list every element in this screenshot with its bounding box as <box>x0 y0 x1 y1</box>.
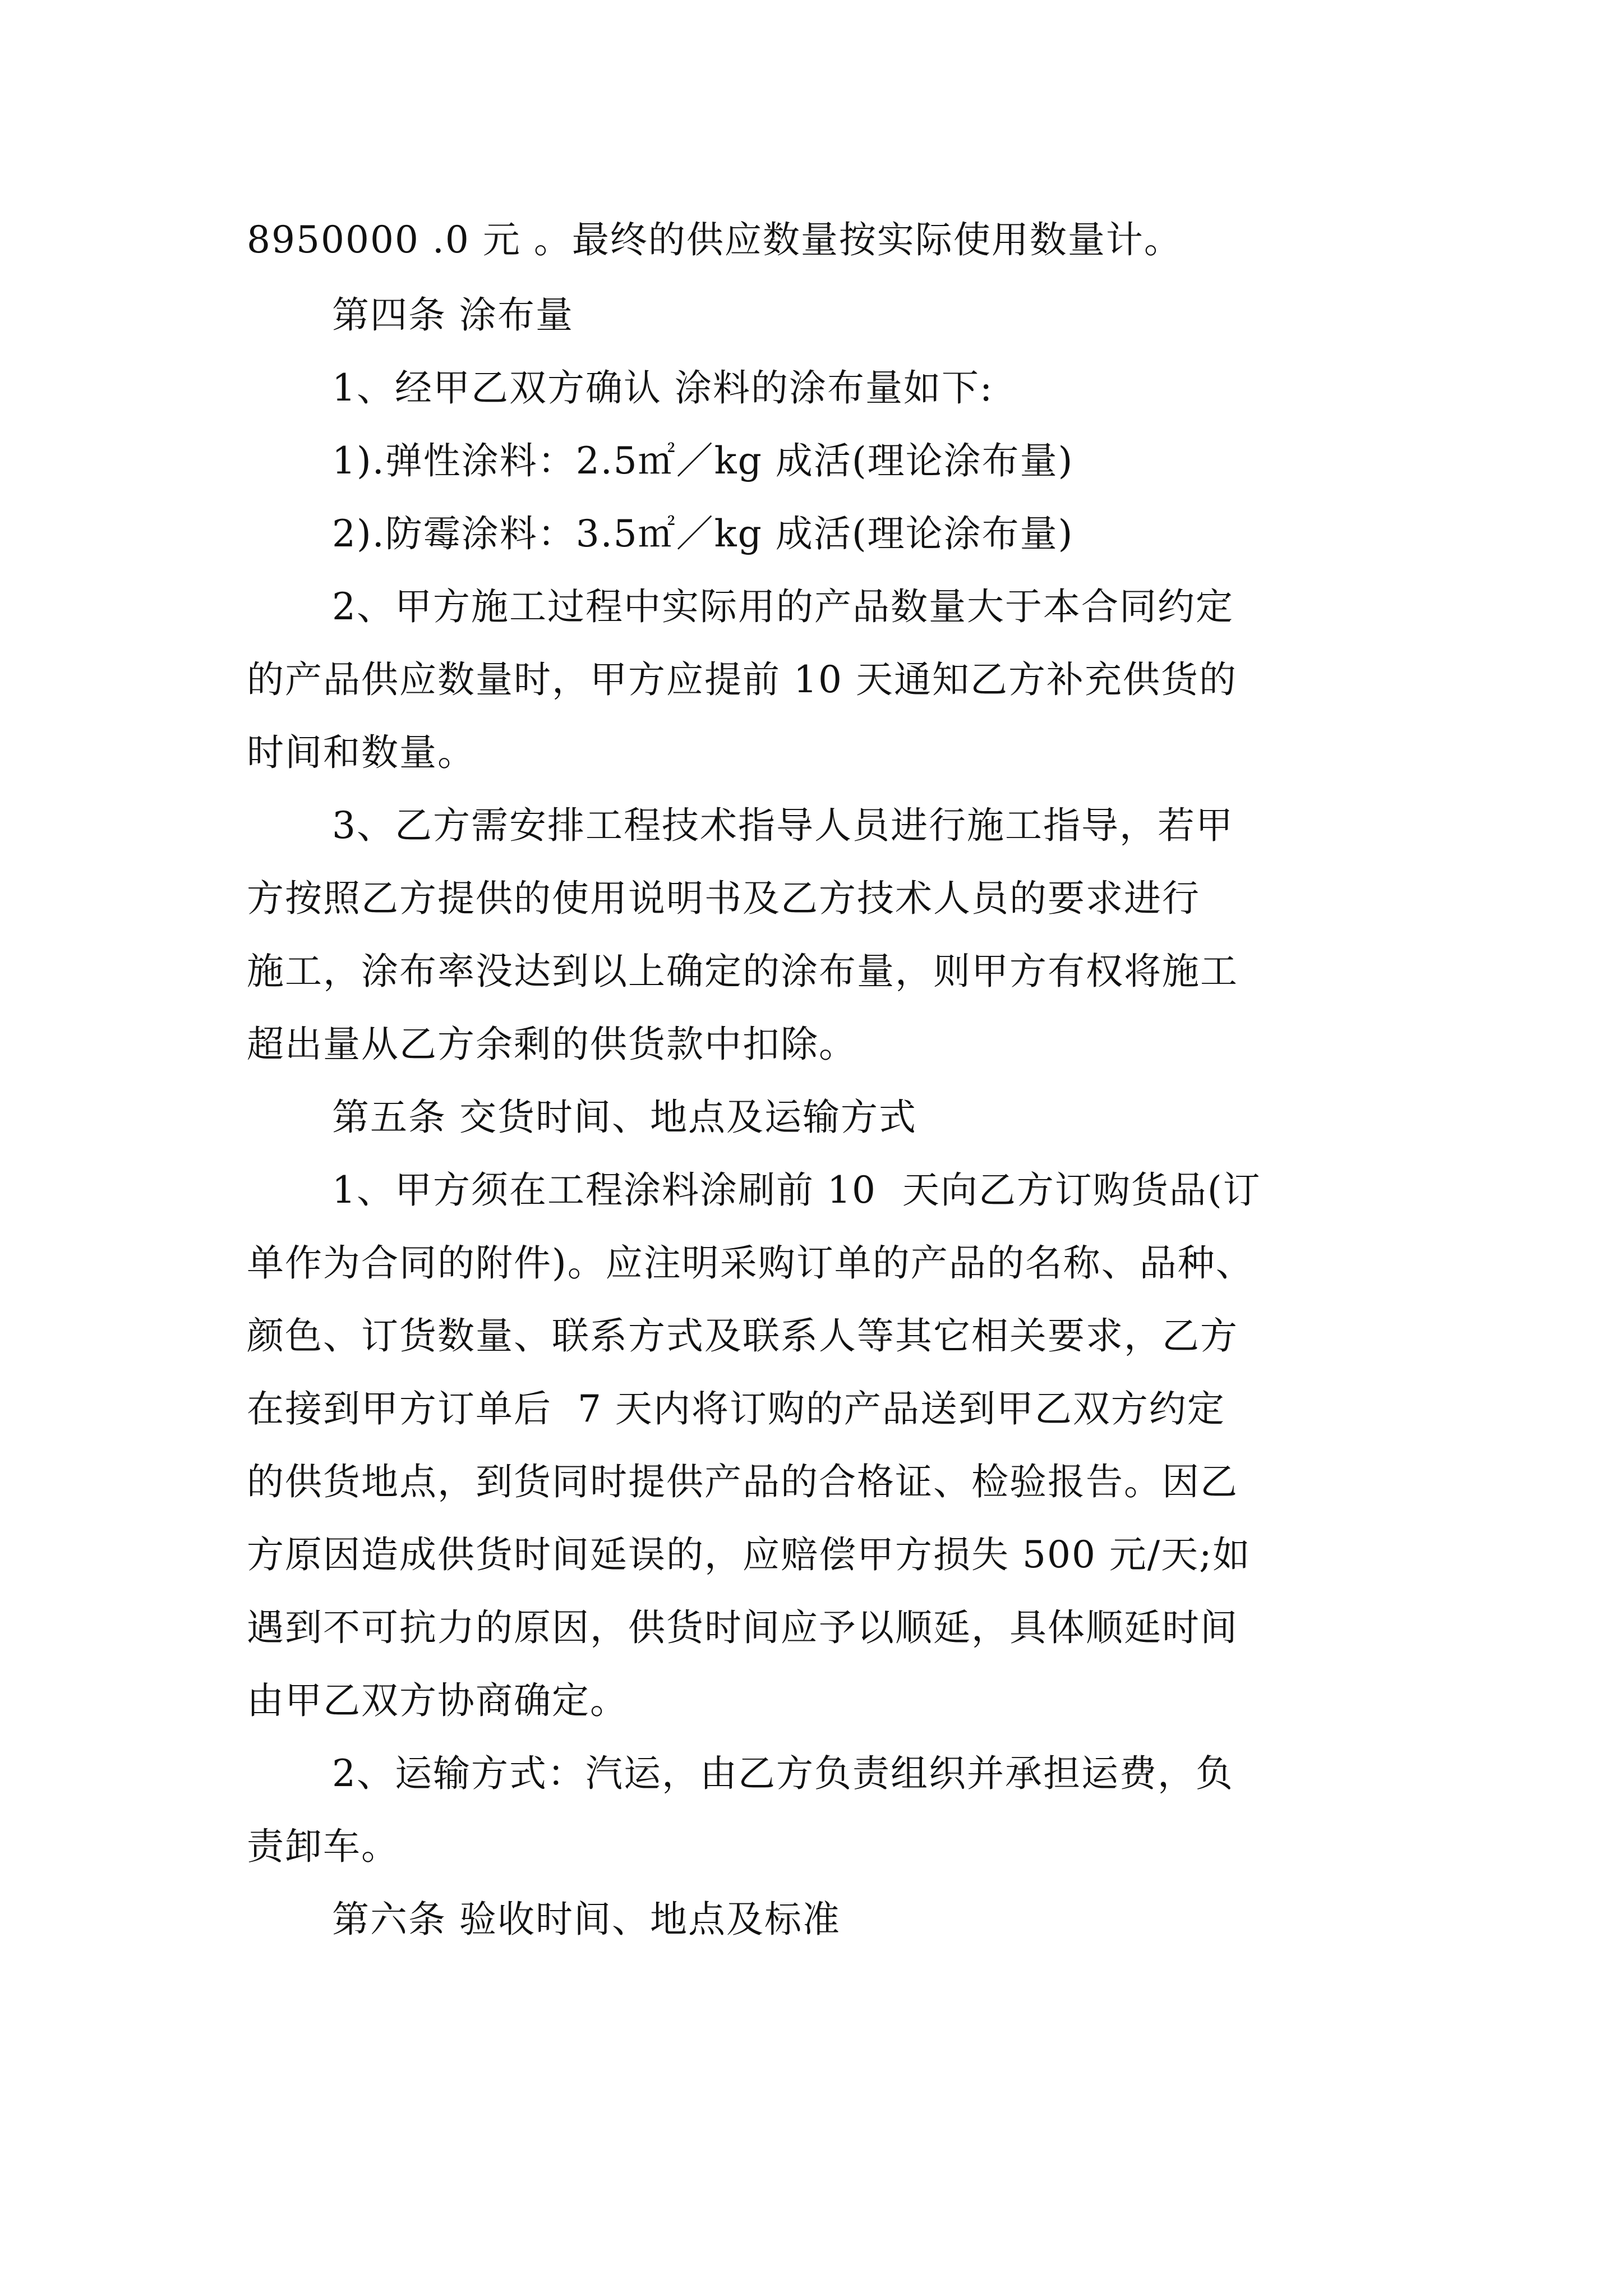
text-line-amount: 8950000 .0 元 。最终的供应数量按实际使用数量计。 <box>247 218 1182 261</box>
text-line: 1).弹性涂料：2.5㎡／kg 成活(理论涂布量) <box>332 439 1074 482</box>
text-line: 的产品供应数量时，甲方应提前 10 天通知乙方补充供货的 <box>247 658 1237 701</box>
text-line: 2、甲方施工过程中实际用的产品数量大于本合同约定 <box>332 585 1234 628</box>
text-line: 在接到甲方订单后 7 天内将订购的产品送到甲乙双方约定 <box>247 1387 1225 1430</box>
section-heading-article-4: 第四条 涂布量 <box>332 293 574 337</box>
text-line: 施工，涂布率没达到以上确定的涂布量，则甲方有权将施工 <box>247 950 1238 993</box>
text-line: 由甲乙双方协商确定。 <box>247 1679 628 1722</box>
text-line: 1、经甲乙双方确认 涂料的涂布量如下: <box>332 366 994 409</box>
section-heading-article-6: 第六条 验收时间、地点及标准 <box>332 1898 841 1941</box>
text-line: 2、运输方式：汽运，由乙方负责组织并承担运费，负 <box>332 1752 1234 1795</box>
text-line: 责卸车。 <box>247 1825 399 1868</box>
text-line: 遇到不可抗力的原因，供货时间应予以顺延，具体顺延时间 <box>247 1606 1238 1649</box>
text-line: 颜色、订货数量、联系方式及联系人等其它相关要求，乙方 <box>247 1314 1238 1358</box>
text-line: 方按照乙方提供的使用说明书及乙方技术人员的要求进行 <box>247 877 1200 920</box>
text-line: 3、乙方需安排工程技术指导人员进行施工指导，若甲 <box>332 804 1234 847</box>
section-heading-article-5: 第五条 交货时间、地点及运输方式 <box>332 1096 917 1139</box>
text-line: 的供货地点，到货同时提供产品的合格证、检验报告。因乙 <box>247 1460 1238 1503</box>
text-line: 超出量从乙方余剩的供货款中扣除。 <box>247 1023 857 1066</box>
text-line: 1、甲方须在工程涂料涂刷前 10 天向乙方订购货品(订 <box>332 1168 1261 1212</box>
text-line: 单作为合同的附件)。应注明采购订单的产品的名称、品种、 <box>247 1241 1254 1285</box>
text-line: 方原因造成供货时间延误的，应赔偿甲方损失 500 元/天;如 <box>247 1533 1251 1576</box>
text-line: 2).防霉涂料：3.5㎡／kg 成活(理论涂布量) <box>332 512 1074 555</box>
text-line: 时间和数量。 <box>247 731 476 774</box>
